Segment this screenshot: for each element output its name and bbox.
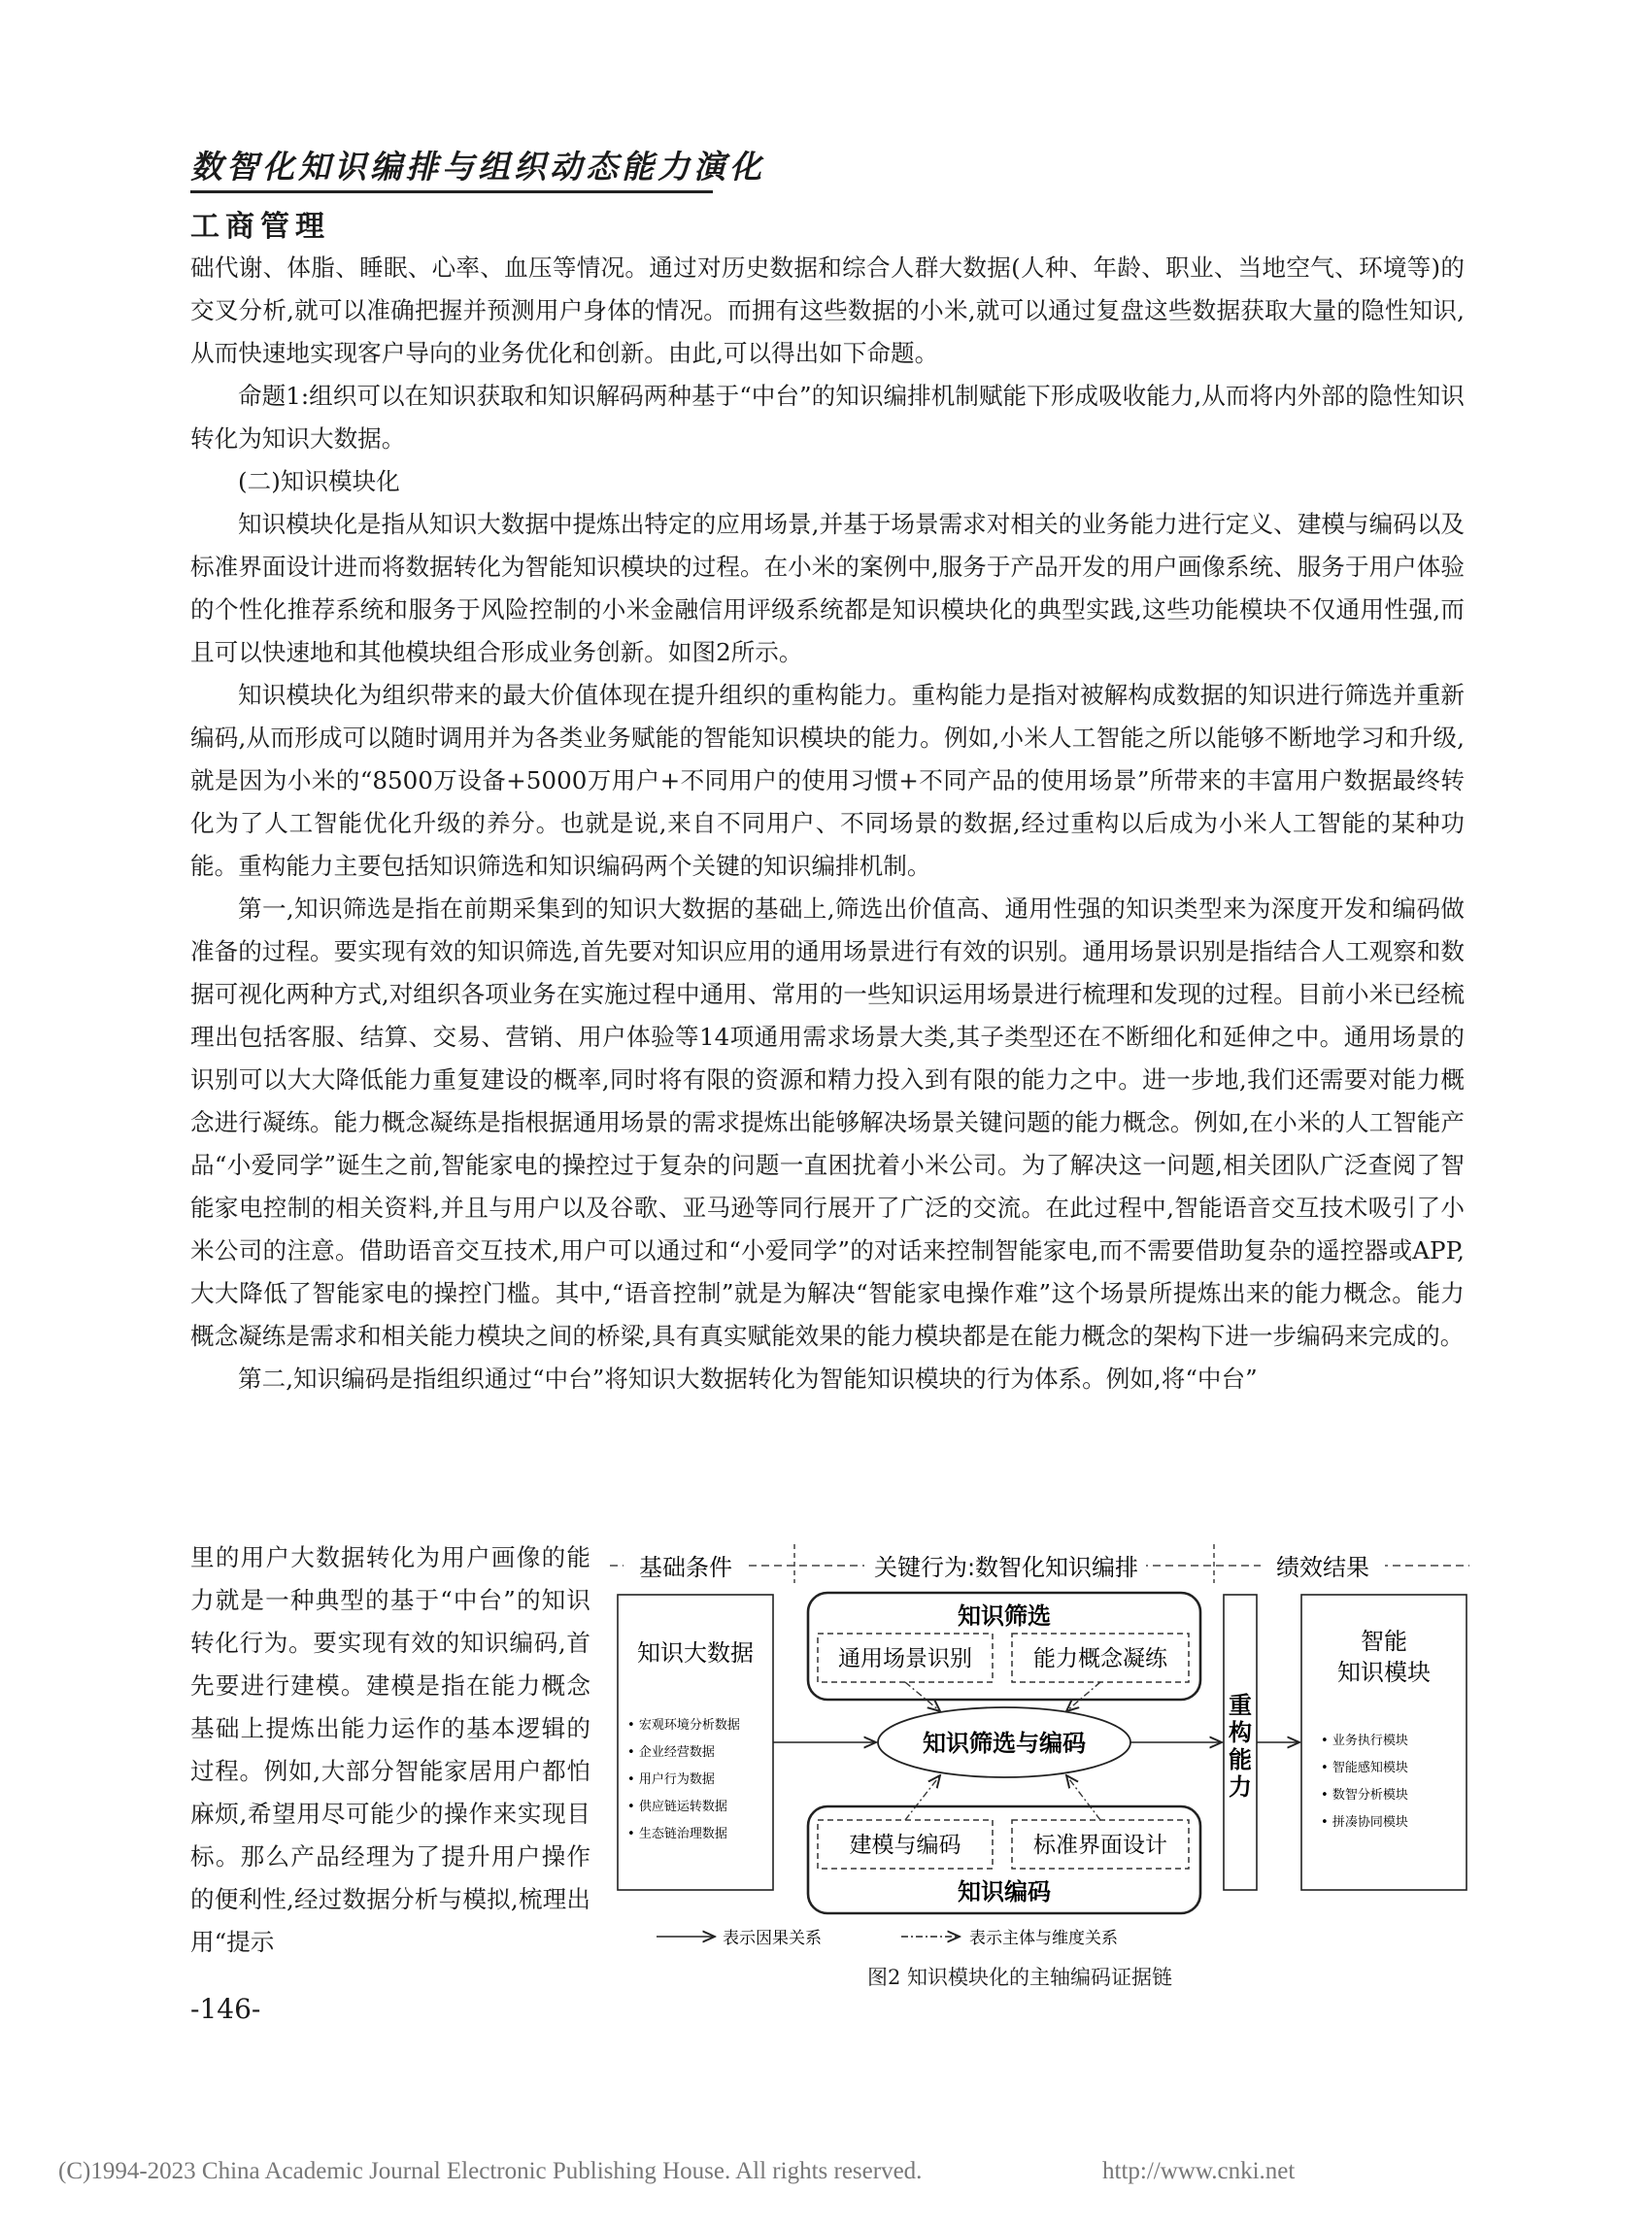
page-number: -146- <box>190 1993 261 2025</box>
left-item: • 企业经营数据 <box>627 1745 715 1760</box>
bottom-group-title: 知识编码 <box>958 1878 1051 1906</box>
right-item: • 拼凑协同模块 <box>1321 1815 1408 1830</box>
figure-caption: 图2 知识模块化的主轴编码证据链 <box>867 1966 1173 1989</box>
left-box-title: 知识大数据 <box>637 1639 754 1667</box>
top-sub-2: 能力概念凝练 <box>1033 1646 1167 1671</box>
paragraph: 第二,知识编码是指组织通过“中台”将知识大数据转化为智能知识模块的行为体系。例如,将“中台” <box>238 1365 1258 1393</box>
left-item: • 生态链治理数据 <box>627 1827 727 1841</box>
right-box-title-1: 智能 <box>1361 1628 1407 1655</box>
bottom-sub-2: 标准界面设计 <box>1033 1833 1167 1858</box>
legend-dimension: 表示主体与维度关系 <box>969 1929 1118 1948</box>
paragraph: 知识模块化是指从知识大数据中提炼出特定的应用场景,并基于场景需求对相关的业务能力进行定义、建模与编码以及标准界面设计进而将数据转化为智能知识模块的过程。在小米的案例中,服务于产品开发的用户画像系统、服务于用户体验的个性化推荐系统和服务于风险控制的小米金融信用评级系统都是知识模块化的典型实践,这些功能模块不仅通用性强,而且可以快速地和其他模块组合形成业务创新。如图2所示。 <box>190 510 1465 666</box>
capability-char: 重 <box>1229 1692 1252 1719</box>
figure-diagram <box>610 1544 1474 1962</box>
left-item: • 宏观环境分析数据 <box>627 1718 740 1733</box>
paragraph: 第一,知识筛选是指在前期采集到的知识大数据的基础上,筛选出价值高、通用性强的知识类型来为深度开发和编码做准备的过程。要实现有效的知识筛选,首先要对知识应用的通用场景进行有效的识别。通用场景识别是指结合人工观察和数据可视化两种方式,对组织各项业务在实施过程中通用、常用的一些知识运用场景进行梳理和发现的过程。目前小米已经梳理出包括客服、结算、交易、营销、用户体验等14项通用需求场景大类,其子类型还在不断细化和延伸之中。通用场景的识别可以大大降低能力重复建设的概率,同时将有限的资源和精力投入到有限的能力之中。进一步地,我们还需要对能力概念进行凝练。能力概念凝练是指根据通用场景的需求提炼出能够解决场景关键问题的能力概念。例如,在小米的人工智能产品“小爱同学”诞生之前,智能家电的操控过于复杂的问题一直困扰着小米公司。为了解决这一问题,相关团队广泛查阅了智能家电控制的相关资料,并且与用户以及谷歌、亚马逊等同行展开了广泛的交流。在此过程中,智能语音交互技术吸引了小米公司的注意。借助语音交互技术,用户可以通过和“小爱同学”的对话来控制智能家电,而不需要借助复杂的遥控器或APP,大大降低了智能家电的操控门槛。其中,“语音控制”就是为解决“智能家电操作难”这个场景所提炼出来的能力概念。能力概念凝练是需求和相关能力模块之间的桥梁,具有真实赋能效果的能力模块都是在能力概念的架构下进一步编码来完成的。 <box>190 894 1465 1350</box>
header-rule <box>190 190 713 193</box>
paragraph: 命题1:组织可以在知识获取和知识解码两种基于“中台”的知识编排机制赋能下形成吸收能力,从而将内外部的隐性知识转化为知识大数据。 <box>190 382 1465 453</box>
journal-title: 数智化知识编排与组织动态能力演化 <box>190 148 765 186</box>
paragraph: 里的用户大数据转化为用户画像的能力就是一种典型的基于“中台”的知识转化行为。要实现有效的知识编码,首先要进行建模。建模是指在能力概念基础上提炼出能力运作的基本逻辑的过程。例如,大部分智能家居用户都怕麻烦,希望用尽可能少的操作来实现目标。那么产品经理为了提升用户操作的便利性,经过数据分析与模拟,梳理出用“提示 <box>190 1543 590 1956</box>
capability-char: 构 <box>1229 1719 1252 1746</box>
left-item: • 供应链运转数据 <box>627 1800 727 1814</box>
bottom-sub-1: 建模与编码 <box>849 1833 961 1858</box>
subsection-heading: (二)知识模块化 <box>238 467 400 495</box>
footer <box>58 2158 1612 2185</box>
left-item: • 用户行为数据 <box>627 1772 715 1787</box>
section-label: 工商管理 <box>190 210 330 244</box>
center-label: 知识筛选与编码 <box>923 1730 1086 1757</box>
top-sub-1: 通用场景识别 <box>838 1646 972 1671</box>
footer-url[interactable]: http://www.cnki.net <box>1102 2158 1296 2184</box>
legend-causal: 表示因果关系 <box>723 1929 822 1948</box>
capability-char: 力 <box>1229 1773 1252 1801</box>
top-group-title: 知识筛选 <box>958 1602 1051 1630</box>
right-item: • 数智分析模块 <box>1321 1788 1408 1803</box>
right-box-title-2: 知识模块 <box>1337 1659 1431 1686</box>
right-item: • 业务执行模块 <box>1321 1734 1408 1748</box>
right-item: • 智能感知模块 <box>1321 1761 1408 1775</box>
column-text <box>190 1536 590 1964</box>
col-header-left: 基础条件 <box>639 1554 732 1581</box>
paragraph: 础代谢、体脂、睡眠、心率、血压等情况。通过对历史数据和综合人群大数据(人种、年龄、职业、当地空气、环境等)的交叉分析,就可以准确把握并预测用户身体的情况。而拥有这些数据的小米,就可以通过复盘这些数据获取大量的隐性知识,从而快速地实现客户导向的业务优化和创新。由此,可以得出如下命题。 <box>190 253 1465 367</box>
figure-2 <box>610 1544 1474 1993</box>
capability-char: 能 <box>1229 1746 1252 1773</box>
main-text <box>190 247 1465 1400</box>
col-header-right: 绩效结果 <box>1276 1554 1369 1581</box>
col-header-mid: 关键行为:数智化知识编排 <box>873 1554 1139 1581</box>
footer-copyright: (C)1994-2023 China Academic Journal Electronic Publishing House. All rights reserved. <box>58 2158 923 2184</box>
paragraph: 知识模块化为组织带来的最大价值体现在提升组织的重构能力。重构能力是指对被解构成数据的知识进行筛选并重新编码,从而形成可以随时调用并为各类业务赋能的智能知识模块的能力。例如,小米人工智能之所以能够不断地学习和升级,就是因为小米的“8500万设备+5000万用户+不同用户的使用习惯+不同产品的使用场景”所带来的丰富用户数据最终转化为了人工智能优化升级的养分。也就是说,来自不同用户、不同场景的数据,经过重构以后成为小米人工智能的某种功能。重构能力主要包括知识筛选和知识编码两个关键的知识编排机制。 <box>190 681 1465 880</box>
